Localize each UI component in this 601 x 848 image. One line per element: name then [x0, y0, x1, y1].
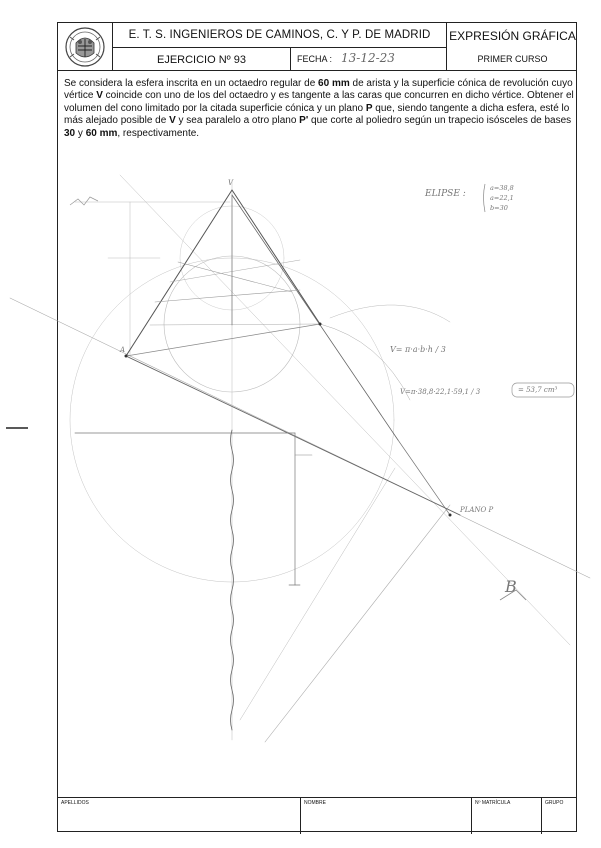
- plane-p-trace: [126, 356, 460, 515]
- plane-point: [449, 514, 452, 517]
- statement-text: Se considera la esfera inscrita en un octaedro regular de: [64, 78, 319, 89]
- exercise-number: EJERCICIO Nº 93: [113, 48, 291, 71]
- school-name: E. T. S. INGENIEROS DE CAMINOS, C. Y P. DE MADRID: [113, 23, 447, 48]
- statement-text: que, siendo tangente a dicha esfera, esté lo más alejado posible de: [64, 102, 570, 127]
- octahedron-edge: [126, 324, 320, 356]
- tangent-point: [319, 323, 322, 326]
- construction-line: [240, 468, 395, 720]
- ellipse-value: a=38,8: [490, 184, 514, 192]
- construction-line: [10, 298, 590, 578]
- cone-generatrix: [126, 190, 232, 356]
- construction-line: [265, 505, 450, 742]
- statement-text: , respectivamente.: [117, 127, 200, 139]
- octahedron-edge: [150, 324, 320, 325]
- volume-formula: V= π·a·b·h / 3: [390, 345, 446, 354]
- brace-mark: [484, 184, 486, 212]
- corner-scribble: [70, 197, 98, 205]
- surname-field: APELLIDOS: [58, 798, 301, 834]
- group-field: GRUPO: [545, 800, 564, 806]
- statement-text: y: [75, 127, 86, 139]
- course-label: PRIMER CURSO: [477, 54, 548, 64]
- statement-text: que corte al poliedro según un trapecio isósceles de bases: [308, 115, 572, 127]
- construction-arc: [330, 305, 450, 322]
- ellipse-label: ELIPSE :: [425, 189, 466, 199]
- statement-text: de arista y la superficie cónica de revolución cuyo vértice: [64, 78, 573, 102]
- ellipse-value: b=30: [490, 204, 508, 212]
- plane-label: PLANO P: [460, 506, 494, 514]
- construction-arc: [320, 324, 410, 400]
- subject-title: EXPRESIÓN GRÁFICA: [449, 29, 576, 43]
- ellipse-value: a=22,1: [490, 194, 514, 202]
- statement-bold: P: [365, 102, 373, 114]
- name-field: NOMBRE: [301, 798, 472, 834]
- cone-generatrix: [398, 440, 450, 515]
- statement-bold: 60 mm: [318, 78, 350, 89]
- octahedron-edge: [155, 290, 300, 302]
- statement-text: y sea paralelo a otro plano: [175, 115, 300, 127]
- statement-bold: P': [299, 115, 309, 127]
- octahedron-edge: [178, 262, 292, 292]
- volume-result: = 53,7 cm³: [518, 386, 558, 394]
- statement-text: coincide con uno de los del octaedro y es tangente a las caras que concurren en dicho vértice. Obtener el volumen del cono limitado por la citada superficie cónica y un plano: [64, 90, 574, 114]
- construction-line: [120, 175, 570, 645]
- vertex-label: V: [228, 179, 234, 187]
- point-b-label: B: [505, 577, 517, 596]
- point-a: [125, 355, 128, 358]
- cone-generatrix: [232, 195, 398, 440]
- date-value: 13-12-23: [341, 51, 395, 65]
- statement-bold: 60 mm: [85, 127, 118, 139]
- date-label: FECHA :: [297, 54, 333, 64]
- point-a-label: A: [120, 346, 126, 354]
- statement-bold: V: [96, 90, 103, 102]
- volume-calculation: V=π·38,8·22,1·59,1 / 3: [400, 388, 481, 396]
- statement-bold: 30: [64, 127, 76, 139]
- statement-bold: V: [169, 115, 176, 127]
- enrollment-field: Nº MATRÍCULA: [472, 798, 542, 834]
